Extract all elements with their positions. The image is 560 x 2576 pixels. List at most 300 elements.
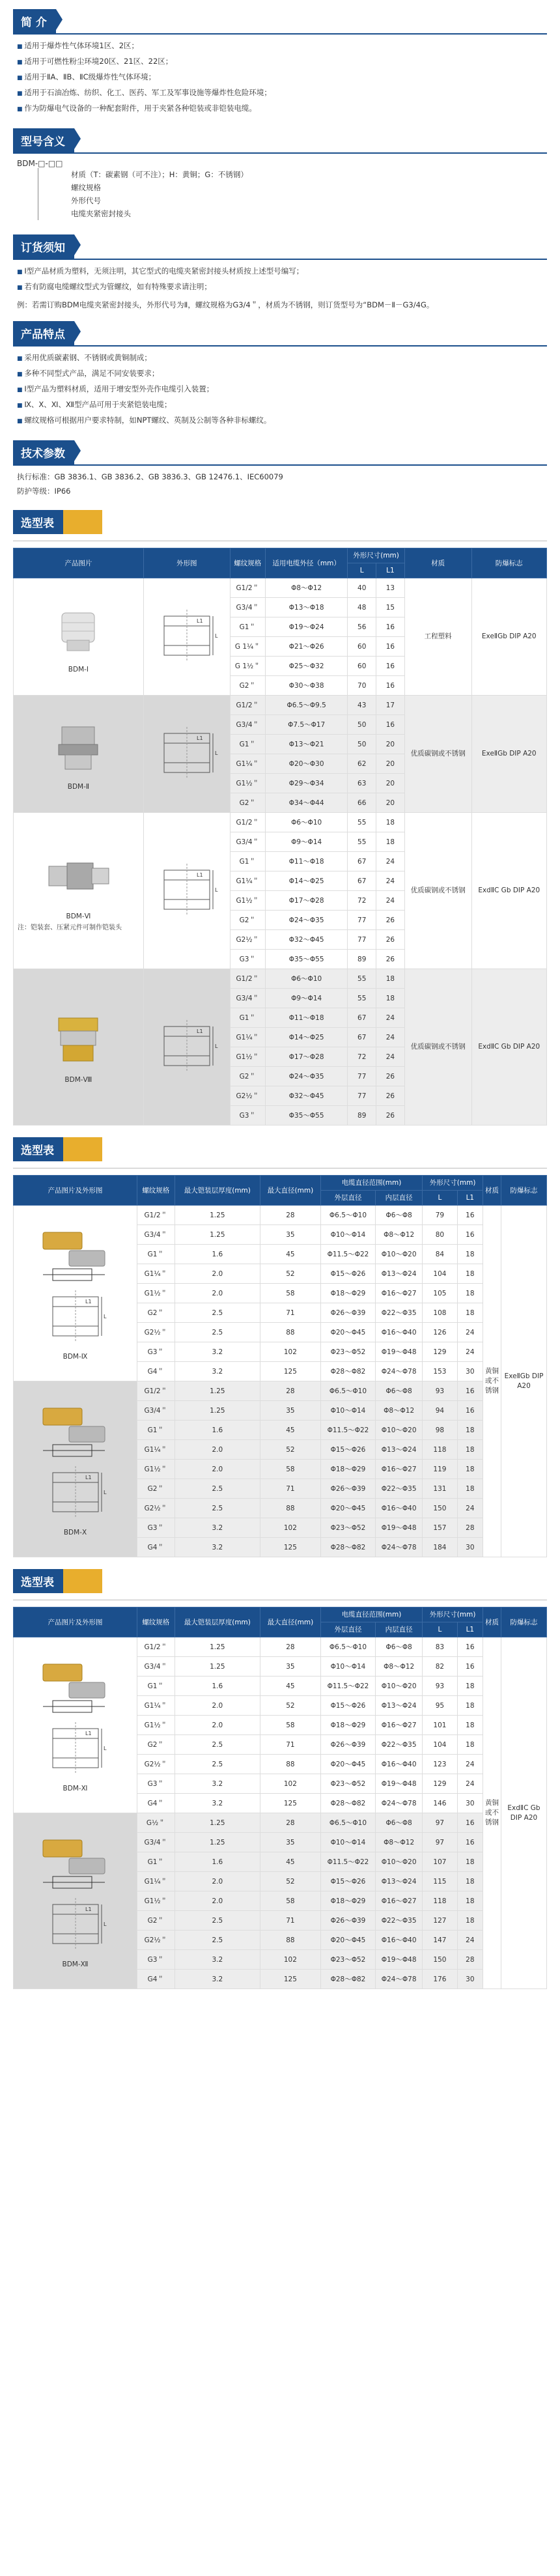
L-cell: 84 bbox=[423, 1245, 457, 1264]
outer-cell: Φ15～Φ26 bbox=[320, 1440, 375, 1460]
thread-cell: G1¼＂ bbox=[230, 1028, 265, 1047]
thread-cell: G2½＂ bbox=[137, 1931, 175, 1950]
L1-cell: 17 bbox=[376, 696, 405, 715]
product-name: BDM-Ⅷ bbox=[64, 1075, 92, 1084]
L1-cell: 18 bbox=[457, 1696, 483, 1716]
armor-cell: 3.2 bbox=[175, 1970, 260, 1989]
L1-cell: 18 bbox=[457, 1872, 483, 1891]
L1-cell: 16 bbox=[457, 1813, 483, 1833]
thread-cell: G2½＂ bbox=[137, 1323, 175, 1342]
range-cell: Φ29～Φ34 bbox=[265, 774, 347, 793]
thread-cell: G3＂ bbox=[137, 1774, 175, 1794]
feature-item: ■ Ⅸ、Ⅹ、Ⅺ、Ⅻ型产品可用于夹紧铠装电缆； bbox=[17, 397, 547, 413]
features-title: 产品特点 bbox=[13, 321, 74, 345]
L-cell: 55 bbox=[348, 969, 376, 989]
col-mat: 材质 bbox=[483, 1607, 501, 1637]
inner-cell: Φ6～Φ8 bbox=[376, 1637, 423, 1657]
maxd-cell: 35 bbox=[260, 1833, 321, 1852]
range-cell: Φ32～Φ45 bbox=[265, 930, 347, 950]
L1-cell: 16 bbox=[376, 657, 405, 676]
svg-text:L1: L1 bbox=[196, 1028, 203, 1034]
outline-drawing bbox=[143, 813, 230, 969]
maxd-cell: 71 bbox=[260, 1479, 321, 1499]
L1-cell: 16 bbox=[457, 1206, 483, 1225]
L1-cell: 16 bbox=[457, 1833, 483, 1852]
L-cell: 146 bbox=[423, 1794, 457, 1813]
range-cell: Φ8～Φ12 bbox=[265, 578, 347, 598]
table-row bbox=[14, 1813, 547, 1833]
range-cell: Φ32～Φ45 bbox=[265, 1086, 347, 1106]
L1-cell: 20 bbox=[376, 793, 405, 813]
armor-cell: 1.25 bbox=[175, 1813, 260, 1833]
thread-cell: G2＂ bbox=[230, 911, 265, 930]
col-mat: 材质 bbox=[404, 548, 471, 578]
material-cell: 工程塑料 bbox=[404, 578, 471, 696]
L1-cell: 26 bbox=[376, 950, 405, 969]
product-photo bbox=[14, 696, 144, 813]
inner-cell: Φ6～Φ8 bbox=[376, 1381, 423, 1401]
L-cell: 127 bbox=[423, 1911, 457, 1931]
L-cell: 97 bbox=[423, 1813, 457, 1833]
outer-cell: Φ15～Φ26 bbox=[320, 1264, 375, 1284]
armor-cell: 2.5 bbox=[175, 1479, 260, 1499]
armor-cell: 2.0 bbox=[175, 1716, 260, 1735]
col-L: L bbox=[423, 1622, 457, 1637]
thread-cell: G4＂ bbox=[137, 1362, 175, 1381]
L-cell: 77 bbox=[348, 930, 376, 950]
thread-cell: G3/4＂ bbox=[230, 832, 265, 852]
thread-cell: G1/2＂ bbox=[230, 813, 265, 832]
intro-title: 简 介 bbox=[13, 9, 56, 33]
inner-cell: Φ16～Φ40 bbox=[376, 1499, 423, 1518]
outer-cell: Φ11.5～Φ22 bbox=[320, 1421, 375, 1440]
thread-cell: G1½＂ bbox=[137, 1460, 175, 1479]
L-cell: 131 bbox=[423, 1479, 457, 1499]
L-cell: 89 bbox=[348, 1106, 376, 1125]
armor-cell: 2.0 bbox=[175, 1264, 260, 1284]
L1-cell: 18 bbox=[376, 832, 405, 852]
thread-cell: G1＂ bbox=[137, 1852, 175, 1872]
L-cell: 105 bbox=[423, 1284, 457, 1303]
L1-cell: 18 bbox=[457, 1440, 483, 1460]
thread-cell: G1½＂ bbox=[137, 1716, 175, 1735]
col-outer: 外层直径 bbox=[320, 1622, 375, 1637]
L-cell: 89 bbox=[348, 950, 376, 969]
sel3-title: 选型表 bbox=[13, 1569, 63, 1593]
maxd-cell: 88 bbox=[260, 1931, 321, 1950]
armor-cell: 1.6 bbox=[175, 1421, 260, 1440]
L1-cell: 18 bbox=[457, 1735, 483, 1755]
inner-cell: Φ19～Φ48 bbox=[376, 1342, 423, 1362]
L1-cell: 24 bbox=[376, 852, 405, 871]
thread-cell: G2½＂ bbox=[230, 930, 265, 950]
armor-cell: 2.5 bbox=[175, 1303, 260, 1323]
armor-cell: 2.0 bbox=[175, 1872, 260, 1891]
L-cell: 50 bbox=[348, 715, 376, 735]
L1-cell: 24 bbox=[376, 1028, 405, 1047]
material-cell: 优质碳钢或不锈钢 bbox=[404, 813, 471, 969]
thread-cell: G2＂ bbox=[137, 1911, 175, 1931]
armor-cell: 2.5 bbox=[175, 1323, 260, 1342]
col-exp: 防爆标志 bbox=[501, 1607, 547, 1637]
explosion-mark-cell: ExeⅡGb DIP A20 bbox=[471, 696, 546, 813]
table-row bbox=[14, 813, 547, 832]
inner-cell: Φ8～Φ12 bbox=[376, 1833, 423, 1852]
thread-cell: G1/2＂ bbox=[230, 696, 265, 715]
header-row bbox=[14, 1176, 547, 1191]
outer-cell: Φ18～Φ29 bbox=[320, 1284, 375, 1303]
L-cell: 93 bbox=[423, 1677, 457, 1696]
header-row bbox=[14, 548, 547, 563]
outer-cell: Φ10～Φ14 bbox=[320, 1401, 375, 1421]
inner-cell: Φ16～Φ27 bbox=[376, 1716, 423, 1735]
inner-cell: Φ13～Φ24 bbox=[376, 1872, 423, 1891]
features-section bbox=[13, 312, 547, 431]
maxd-cell: 45 bbox=[260, 1677, 321, 1696]
thread-cell: G½＂ bbox=[137, 1813, 175, 1833]
L-cell: 119 bbox=[423, 1460, 457, 1479]
L1-cell: 18 bbox=[457, 1891, 483, 1911]
L1-cell: 13 bbox=[376, 578, 405, 598]
thread-cell: G1¼＂ bbox=[137, 1264, 175, 1284]
maxd-cell: 71 bbox=[260, 1911, 321, 1931]
L1-cell: 16 bbox=[376, 637, 405, 657]
L1-cell: 26 bbox=[376, 930, 405, 950]
maxd-cell: 35 bbox=[260, 1657, 321, 1677]
L1-cell: 26 bbox=[376, 1067, 405, 1086]
outer-cell: Φ20～Φ45 bbox=[320, 1323, 375, 1342]
L1-cell: 24 bbox=[457, 1755, 483, 1774]
thread-cell: G3/4＂ bbox=[230, 989, 265, 1008]
L-cell: 77 bbox=[348, 1067, 376, 1086]
explosion-mark-cell: ExeⅡGb DIP A20 bbox=[501, 1206, 547, 1557]
L1-cell: 18 bbox=[376, 813, 405, 832]
intro-list bbox=[13, 35, 547, 119]
armor-cell: 3.2 bbox=[175, 1950, 260, 1970]
outer-cell: Φ15～Φ26 bbox=[320, 1696, 375, 1716]
maxd-cell: 52 bbox=[260, 1696, 321, 1716]
thread-cell: G3＂ bbox=[230, 1106, 265, 1125]
maxd-cell: 28 bbox=[260, 1381, 321, 1401]
svg-text:L1: L1 bbox=[196, 735, 203, 741]
thread-cell: G1½＂ bbox=[230, 774, 265, 793]
svg-text:L: L bbox=[214, 750, 218, 756]
L1-cell: 18 bbox=[376, 989, 405, 1008]
inner-cell: Φ10～Φ20 bbox=[376, 1852, 423, 1872]
col-maxd: 最大直径(mm) bbox=[260, 1176, 321, 1206]
thread-cell: G2½＂ bbox=[230, 1086, 265, 1106]
L1-cell: 18 bbox=[457, 1245, 483, 1264]
model-line: 螺纹规格 bbox=[71, 183, 101, 192]
armor-cell: 1.6 bbox=[175, 1852, 260, 1872]
L-cell: 56 bbox=[348, 617, 376, 637]
maxd-cell: 28 bbox=[260, 1637, 321, 1657]
range-cell: Φ6～Φ10 bbox=[265, 813, 347, 832]
inner-cell: Φ22～Φ35 bbox=[376, 1479, 423, 1499]
L1-cell: 18 bbox=[457, 1264, 483, 1284]
thread-cell: G1＂ bbox=[230, 852, 265, 871]
model-tree bbox=[38, 168, 543, 220]
tech-title: 技术参数 bbox=[13, 440, 74, 464]
maxd-cell: 71 bbox=[260, 1303, 321, 1323]
col-outer: 外层直径 bbox=[320, 1191, 375, 1206]
maxd-cell: 58 bbox=[260, 1284, 321, 1303]
outer-cell: Φ10～Φ14 bbox=[320, 1225, 375, 1245]
outer-cell: Φ18～Φ29 bbox=[320, 1716, 375, 1735]
outer-cell: Φ26～Φ39 bbox=[320, 1735, 375, 1755]
feature-item: ■ 多种不同型式产品，满足不同安装要求； bbox=[17, 366, 547, 382]
L-cell: 118 bbox=[423, 1891, 457, 1911]
col-range: 电缆直径范围(mm) bbox=[320, 1176, 422, 1191]
product-name: BDM-Ⅹ bbox=[63, 1528, 87, 1536]
range-cell: Φ17～Φ28 bbox=[265, 1047, 347, 1067]
maxd-cell: 58 bbox=[260, 1460, 321, 1479]
armor-cell: 2.5 bbox=[175, 1735, 260, 1755]
thread-cell: G1＂ bbox=[230, 1008, 265, 1028]
L-cell: 150 bbox=[423, 1499, 457, 1518]
inner-cell: Φ13～Φ24 bbox=[376, 1440, 423, 1460]
armor-cell: 2.5 bbox=[175, 1931, 260, 1950]
L-cell: 147 bbox=[423, 1931, 457, 1950]
L1-cell: 24 bbox=[457, 1931, 483, 1950]
inner-cell: Φ24～Φ78 bbox=[376, 1362, 423, 1381]
thread-cell: G1＂ bbox=[230, 617, 265, 637]
thread-cell: G4＂ bbox=[137, 1794, 175, 1813]
L-cell: 50 bbox=[348, 735, 376, 754]
thread-cell: G3/4＂ bbox=[137, 1833, 175, 1852]
col-dim: 外形尺寸(mm) bbox=[348, 548, 404, 563]
inner-cell: Φ8～Φ12 bbox=[376, 1657, 423, 1677]
product-photo bbox=[14, 1813, 137, 1989]
L-cell: 55 bbox=[348, 989, 376, 1008]
explosion-mark-cell: ExdⅡC Gb DIP A20 bbox=[471, 813, 546, 969]
thread-cell: G1/2＂ bbox=[137, 1206, 175, 1225]
outer-cell: Φ18～Φ29 bbox=[320, 1460, 375, 1479]
thread-cell: G1/2＂ bbox=[137, 1637, 175, 1657]
col-name: 产品图片及外形图 bbox=[14, 1607, 137, 1637]
model-line: 电缆夹紧密封接头 bbox=[71, 209, 131, 218]
material-cell: 黄铜或不锈钢 bbox=[483, 1637, 501, 1989]
inner-cell: Φ16～Φ27 bbox=[376, 1284, 423, 1303]
armor-cell: 2.0 bbox=[175, 1460, 260, 1479]
col-thread: 螺纹规格 bbox=[230, 548, 265, 578]
L1-cell: 16 bbox=[376, 715, 405, 735]
product-name: BDM-Ⅵ bbox=[66, 912, 91, 920]
armor-cell: 3.2 bbox=[175, 1774, 260, 1794]
svg-text:L: L bbox=[103, 1489, 106, 1495]
L-cell: 48 bbox=[348, 598, 376, 617]
order-list bbox=[13, 260, 547, 298]
model-code: BDM-□-□□ bbox=[17, 159, 63, 168]
inner-cell: Φ24～Φ78 bbox=[376, 1794, 423, 1813]
tech-standards: 执行标准：GB 3836.1、GB 3836.2、GB 3836.3、GB 12476.1、IEC60079 bbox=[17, 472, 283, 481]
intro-item: ■ 作为防爆电气设备的一种配套附件，用于夹紧各种铠装或非铠装电缆。 bbox=[17, 101, 547, 117]
L-cell: 67 bbox=[348, 1028, 376, 1047]
L1-cell: 24 bbox=[457, 1323, 483, 1342]
L-cell: 129 bbox=[423, 1342, 457, 1362]
svg-text:L: L bbox=[103, 1313, 106, 1320]
thread-cell: G1/2＂ bbox=[230, 969, 265, 989]
L1-cell: 30 bbox=[457, 1362, 483, 1381]
armor-cell: 3.2 bbox=[175, 1342, 260, 1362]
L-cell: 72 bbox=[348, 891, 376, 911]
L1-cell: 30 bbox=[457, 1970, 483, 1989]
maxd-cell: 88 bbox=[260, 1499, 321, 1518]
maxd-cell: 45 bbox=[260, 1245, 321, 1264]
intro-section bbox=[13, 0, 547, 119]
L1-cell: 30 bbox=[457, 1538, 483, 1557]
outer-cell: Φ18～Φ29 bbox=[320, 1891, 375, 1911]
thread-cell: G2½＂ bbox=[137, 1499, 175, 1518]
thread-cell: G1＂ bbox=[230, 735, 265, 754]
maxd-cell: 102 bbox=[260, 1774, 321, 1794]
outer-cell: Φ23～Φ52 bbox=[320, 1342, 375, 1362]
outer-cell: Φ10～Φ14 bbox=[320, 1657, 375, 1677]
model-title: 型号含义 bbox=[13, 128, 74, 152]
L-cell: 63 bbox=[348, 774, 376, 793]
col-L1: L1 bbox=[376, 563, 405, 578]
outer-cell: Φ26～Φ39 bbox=[320, 1479, 375, 1499]
inner-cell: Φ8～Φ12 bbox=[376, 1401, 423, 1421]
outer-cell: Φ6.5～Φ10 bbox=[320, 1813, 375, 1833]
col-thread: 螺纹规格 bbox=[137, 1607, 175, 1637]
features-list bbox=[13, 347, 547, 431]
armor-cell: 3.2 bbox=[175, 1518, 260, 1538]
svg-text:L1: L1 bbox=[85, 1730, 92, 1736]
L1-cell: 24 bbox=[376, 1008, 405, 1028]
product-photo bbox=[14, 1381, 137, 1557]
L-cell: 55 bbox=[348, 832, 376, 852]
range-cell: Φ14～Φ25 bbox=[265, 1028, 347, 1047]
intro-item: ■ 适用于ⅡA、ⅡB、ⅡC级爆炸性气体环境； bbox=[17, 70, 547, 85]
thread-cell: G1¼＂ bbox=[137, 1696, 175, 1716]
outline-drawing bbox=[143, 578, 230, 696]
model-section bbox=[13, 119, 547, 225]
outer-cell: Φ6.5～Φ10 bbox=[320, 1637, 375, 1657]
svg-text:L1: L1 bbox=[196, 617, 203, 624]
thread-cell: G1½＂ bbox=[137, 1891, 175, 1911]
outer-cell: Φ20～Φ45 bbox=[320, 1931, 375, 1950]
range-cell: Φ35～Φ55 bbox=[265, 950, 347, 969]
outer-cell: Φ23～Φ52 bbox=[320, 1774, 375, 1794]
range-cell: Φ17～Φ28 bbox=[265, 891, 347, 911]
maxd-cell: 125 bbox=[260, 1362, 321, 1381]
armor-cell: 3.2 bbox=[175, 1538, 260, 1557]
order-example: 例：若需订购BDM电缆夹紧密封接头，外形代号为Ⅱ，螺纹规格为G3/4＂，材质为不锈钢，则订货型号为“BDM－Ⅱ－G3/4G。 bbox=[17, 300, 434, 309]
armor-cell: 2.5 bbox=[175, 1499, 260, 1518]
L1-cell: 24 bbox=[457, 1499, 483, 1518]
armor-cell: 1.25 bbox=[175, 1381, 260, 1401]
tech-protection: 防护等级：IP66 bbox=[17, 487, 71, 496]
intro-item: ■ 适用于可燃性粉尘环境20区、21区、22区； bbox=[17, 54, 547, 70]
L-cell: 55 bbox=[348, 813, 376, 832]
range-cell: Φ20～Φ30 bbox=[265, 754, 347, 774]
L1-cell: 28 bbox=[457, 1518, 483, 1538]
maxd-cell: 28 bbox=[260, 1206, 321, 1225]
product-name: BDM-Ⅰ bbox=[68, 665, 89, 673]
col-thread: 螺纹规格 bbox=[137, 1176, 175, 1206]
col-exp: 防爆标志 bbox=[471, 548, 546, 578]
thread-cell: G2½＂ bbox=[137, 1755, 175, 1774]
L1-cell: 18 bbox=[457, 1303, 483, 1323]
svg-text:L1: L1 bbox=[196, 871, 203, 878]
table-row bbox=[14, 578, 547, 598]
maxd-cell: 125 bbox=[260, 1794, 321, 1813]
L-cell: 153 bbox=[423, 1362, 457, 1381]
inner-cell: Φ24～Φ78 bbox=[376, 1538, 423, 1557]
product-name: BDM-Ⅺ bbox=[63, 1784, 88, 1792]
L1-cell: 16 bbox=[457, 1381, 483, 1401]
thread-cell: G2＂ bbox=[230, 1067, 265, 1086]
explosion-mark-cell: ExdⅡC Gb DIP A20 bbox=[501, 1637, 547, 1989]
maxd-cell: 45 bbox=[260, 1421, 321, 1440]
L1-cell: 18 bbox=[457, 1911, 483, 1931]
inner-cell: Φ19～Φ48 bbox=[376, 1518, 423, 1538]
L-cell: 67 bbox=[348, 1008, 376, 1028]
selection-table-2 bbox=[13, 1125, 547, 1557]
range-cell: Φ19～Φ24 bbox=[265, 617, 347, 637]
inner-cell: Φ22～Φ35 bbox=[376, 1303, 423, 1323]
L-cell: 93 bbox=[423, 1381, 457, 1401]
thread-cell: G3/4＂ bbox=[137, 1657, 175, 1677]
L-cell: 94 bbox=[423, 1401, 457, 1421]
product-photo bbox=[14, 578, 144, 696]
L1-cell: 16 bbox=[457, 1401, 483, 1421]
inner-cell: Φ22～Φ35 bbox=[376, 1735, 423, 1755]
maxd-cell: 125 bbox=[260, 1970, 321, 1989]
inner-cell: Φ6～Φ8 bbox=[376, 1206, 423, 1225]
L-cell: 67 bbox=[348, 871, 376, 891]
col-mat: 材质 bbox=[483, 1176, 501, 1206]
L1-cell: 16 bbox=[457, 1637, 483, 1657]
inner-cell: Φ19～Φ48 bbox=[376, 1774, 423, 1794]
outer-cell: Φ28～Φ82 bbox=[320, 1794, 375, 1813]
thread-cell: G3/4＂ bbox=[230, 598, 265, 617]
maxd-cell: 125 bbox=[260, 1538, 321, 1557]
range-cell: Φ9～Φ14 bbox=[265, 989, 347, 1008]
range-cell: Φ14～Φ25 bbox=[265, 871, 347, 891]
maxd-cell: 52 bbox=[260, 1872, 321, 1891]
product-name: BDM-Ⅱ bbox=[67, 782, 90, 791]
model-line: 外形代号 bbox=[71, 196, 101, 205]
feature-item: ■ Ⅰ型产品为塑料材质，适用于增安型外壳作电缆引入装置； bbox=[17, 382, 547, 397]
L-cell: 123 bbox=[423, 1755, 457, 1774]
svg-text:L1: L1 bbox=[85, 1474, 92, 1480]
sel3-table bbox=[13, 1607, 547, 1989]
thread-cell: G1¼＂ bbox=[230, 754, 265, 774]
L-cell: 129 bbox=[423, 1774, 457, 1794]
col-armor: 最大铠装层厚度(mm) bbox=[175, 1607, 260, 1637]
armor-cell: 1.25 bbox=[175, 1833, 260, 1852]
armor-cell: 2.0 bbox=[175, 1891, 260, 1911]
material-cell: 优质碳钢或不锈钢 bbox=[404, 696, 471, 813]
armor-cell: 3.2 bbox=[175, 1362, 260, 1381]
sel1-table bbox=[13, 548, 547, 1125]
L-cell: 118 bbox=[423, 1440, 457, 1460]
L-cell: 67 bbox=[348, 852, 376, 871]
thread-cell: G3/4＂ bbox=[137, 1401, 175, 1421]
selection-table-3 bbox=[13, 1557, 547, 1989]
thread-cell: G1＂ bbox=[137, 1677, 175, 1696]
L1-cell: 26 bbox=[376, 911, 405, 930]
outer-cell: Φ23～Φ52 bbox=[320, 1518, 375, 1538]
order-title: 订货须知 bbox=[13, 234, 74, 259]
explosion-mark-cell: ExdⅡC Gb DIP A20 bbox=[471, 969, 546, 1125]
col-shape: 外形图 bbox=[143, 548, 230, 578]
L-cell: 79 bbox=[423, 1206, 457, 1225]
L1-cell: 18 bbox=[457, 1716, 483, 1735]
material-cell: 黄铜或不锈钢 bbox=[483, 1206, 501, 1557]
